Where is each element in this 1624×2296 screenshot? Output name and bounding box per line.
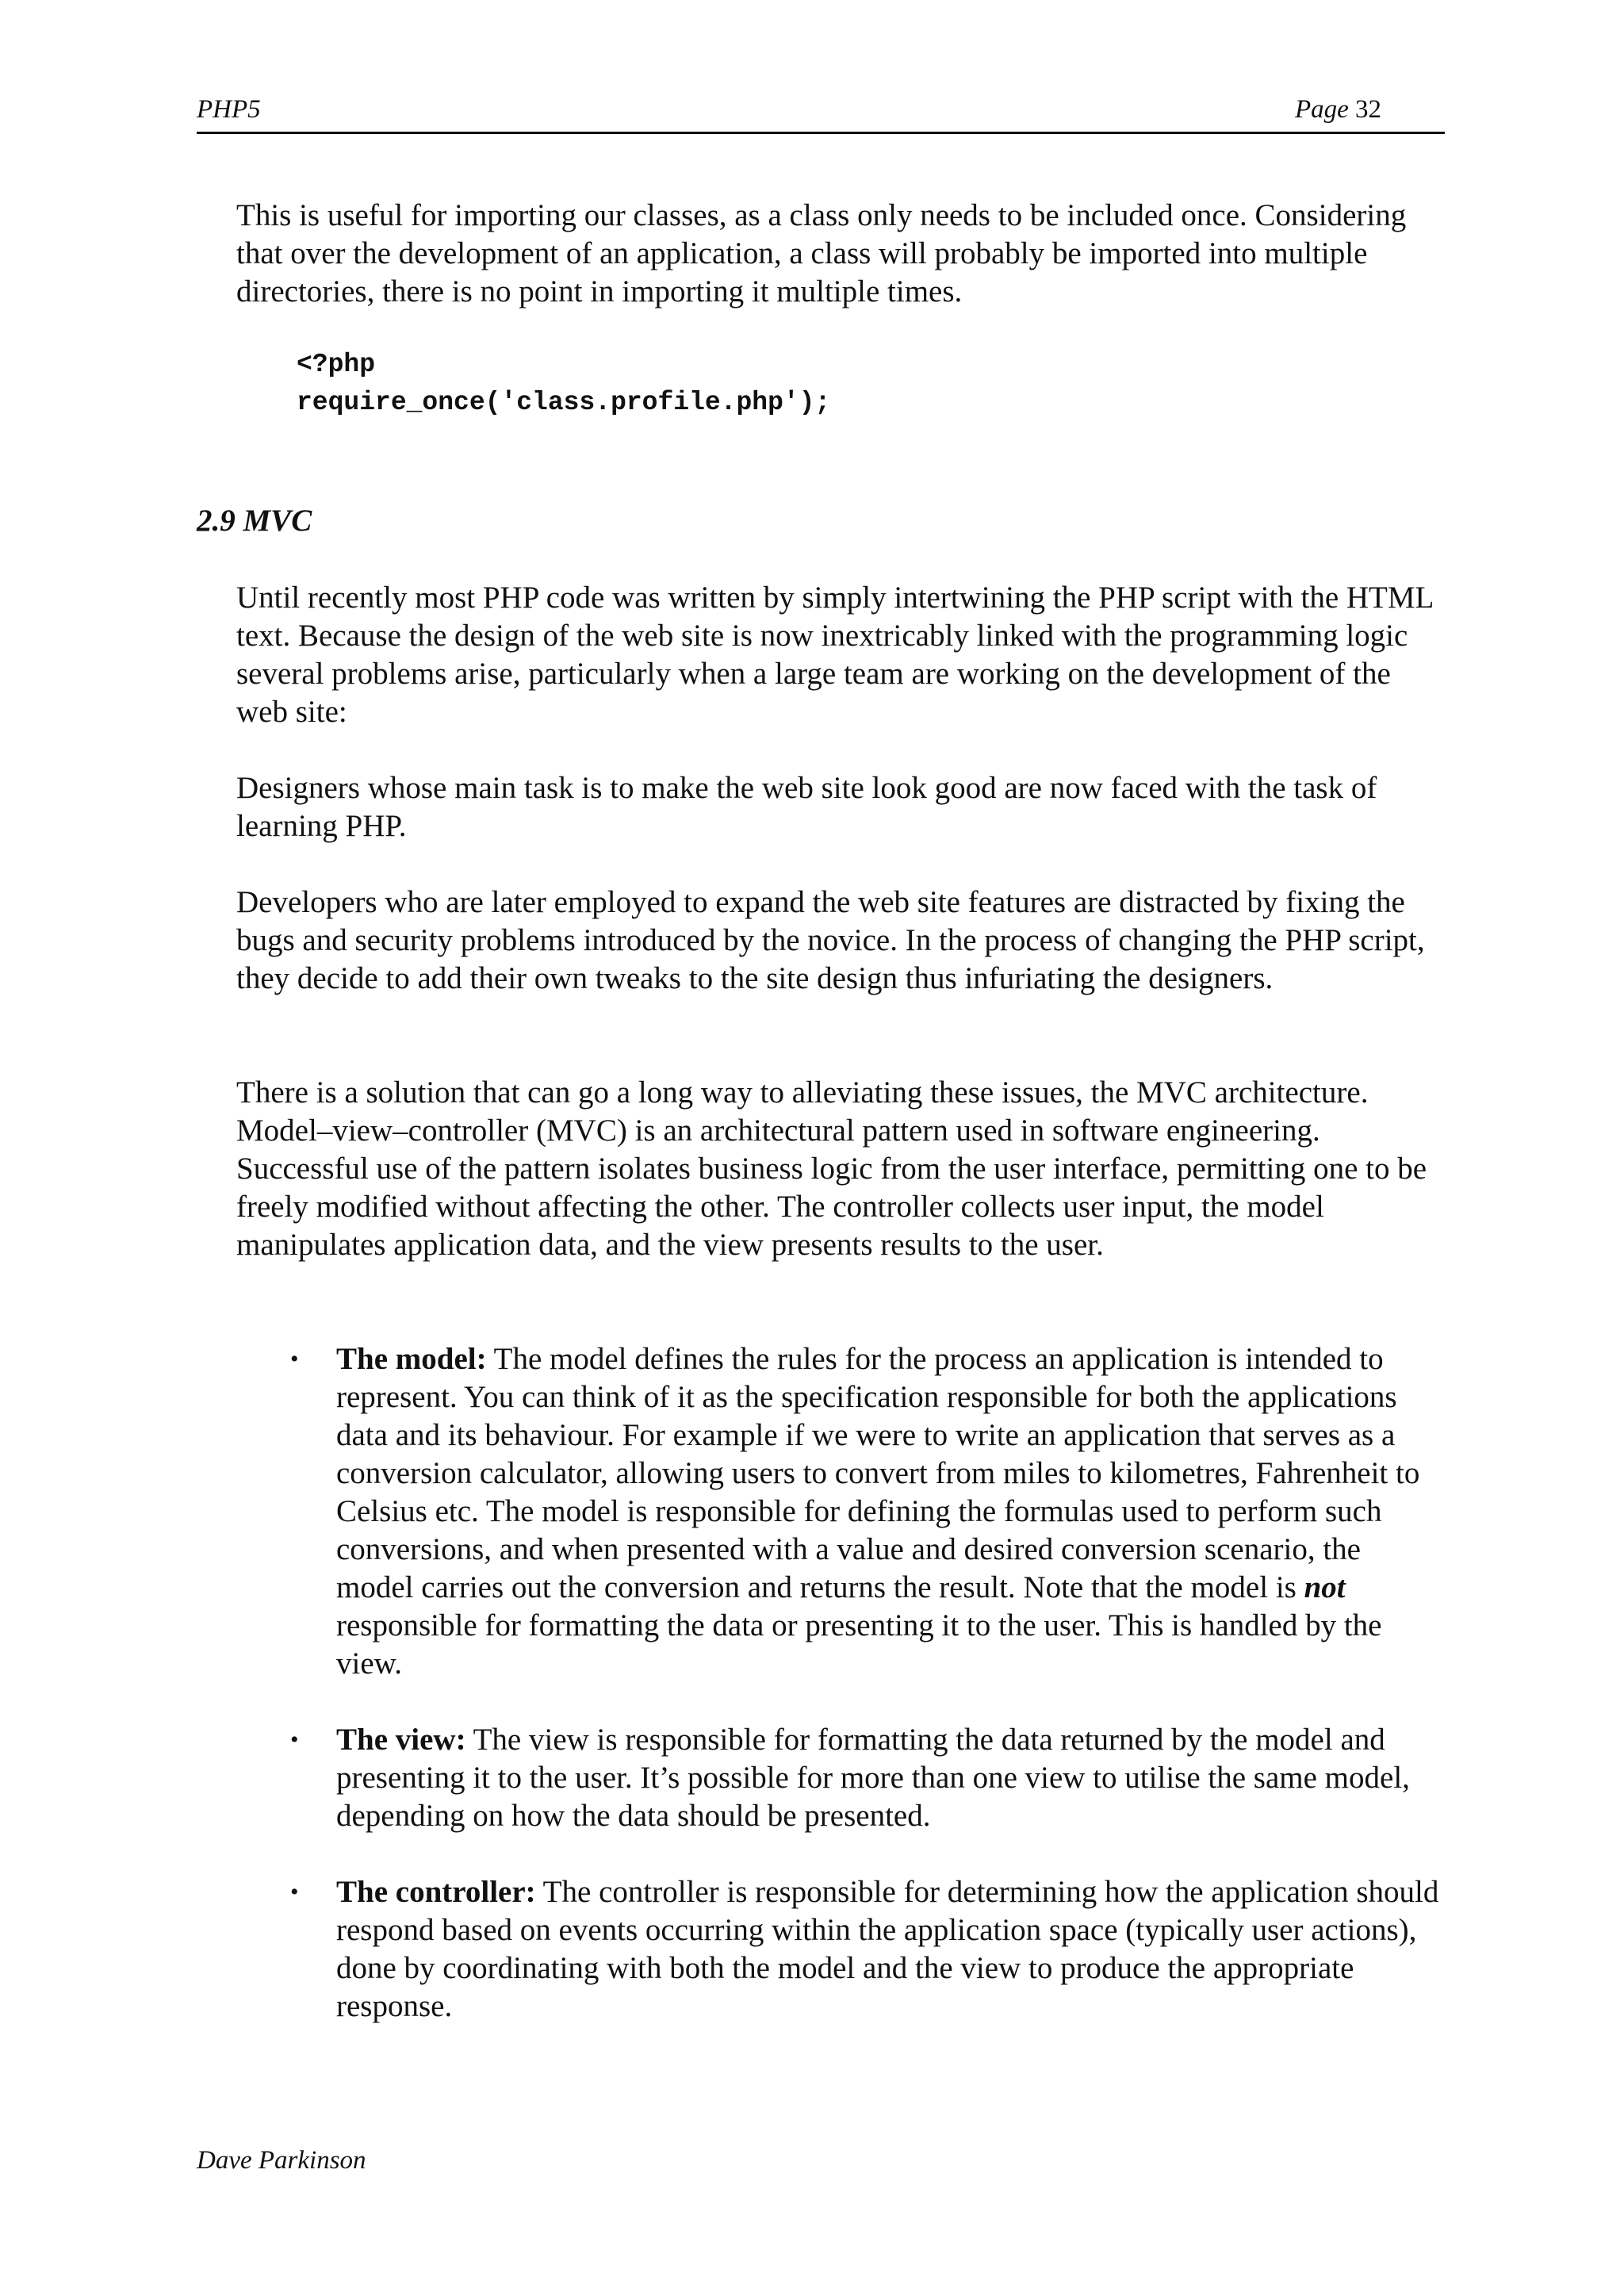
header-page-number (1295, 95, 1381, 125)
section-title: 2.9 MVC (197, 504, 312, 538)
header-page-label: Page (1294, 95, 1349, 124)
bullet-text: The view is responsible for formatting the data returned by the model and presenting it to the user. It’s possible for more than one view to utilise the same model, depending on how the data should be presented. (336, 1723, 1410, 1833)
paragraph-intertwining: Until recently most PHP code was written by simply intertwining the PHP script with the HTML text. Because the design of the web site is now inextricably linked with the programming logic several problems arise, particularly when a large team are working on the development of the web site: (236, 581, 1433, 729)
intro-paragraph: This is useful for importing our classes, as a class only needs to be included once. Considering that over the development of an application, a class will probably be imported into multiple directories, there is no point in importing it multiple times. (236, 198, 1407, 309)
bullet-marker: • (290, 1727, 299, 1753)
bullet-controller (236, 1873, 1445, 2026)
page-header (197, 95, 1445, 134)
bullet-text: The model defines the rules for the process an application is intended to represent. You can think of it as the specification responsible for both the applications data and its behaviour. For example if we were to write an application that serves as a conversion calculator, allowing users to convert from miles to kilometres, Fahrenheit to Celsius etc. The model is responsible for defining the formulas used to perform such conversions, and when presented with a value and desired conversion scenario, the model carries out the conversion and returns the result. Note that the model is (336, 1342, 1420, 1604)
paragraph-developers: Developers who are later employed to expand the web site features are distracted by fixing the bugs and security problems introduced by the novice. In the process of changing the PHP script, they decide to add their own tweaks to the site design thus infuriating the designers. (236, 885, 1425, 995)
bullet-term: The view: (336, 1723, 466, 1757)
bullet-emphasis: not (1304, 1570, 1346, 1604)
code-block (297, 346, 830, 422)
bullet-view (236, 1721, 1445, 1835)
paragraph-mvc-solution: There is a solution that can go a long way to alleviating these issues, the MVC architecture. Model–view–controller (MVC) is an architectural pattern used in software engineering. Successful use of the pattern isolates business logic from the user interface, permitting one to be freely modified without affecting the other. The controller collects user input, the model manipulates application data, and the view presents results to the user. (236, 1075, 1427, 1262)
bullet-marker: • (290, 1879, 299, 1905)
bullet-term: The controller: (336, 1875, 536, 1909)
code-line: <?php (297, 350, 376, 379)
code-line: require_once('class.profile.php'); (297, 388, 831, 417)
header-title: PHP5 (197, 95, 261, 124)
bullet-term: The model: (336, 1342, 487, 1376)
header-page-value: 32 (1355, 95, 1381, 124)
mvc-bullet-list (236, 1721, 1445, 1835)
bullet-text: The controller is responsible for determining how the application should respond based on events occurring within the application space (typically user actions), done by coordinating with both the model and the view to produce the appropriate response. (336, 1875, 1439, 2023)
paragraph-designers: Designers whose main task is to make the web site look good are now faced with the task of learning PHP. (236, 771, 1377, 843)
bullet-model (236, 1340, 1445, 1683)
mvc-bullet-list (236, 1340, 1445, 1683)
bullet-text: responsible for formatting the data or presenting it to the user. This is handled by the view. (336, 1608, 1382, 1681)
page-footer-author: Dave Parkinson (197, 2146, 366, 2175)
mvc-bullet-list (236, 1873, 1445, 2026)
bullet-marker: • (290, 1346, 299, 1372)
